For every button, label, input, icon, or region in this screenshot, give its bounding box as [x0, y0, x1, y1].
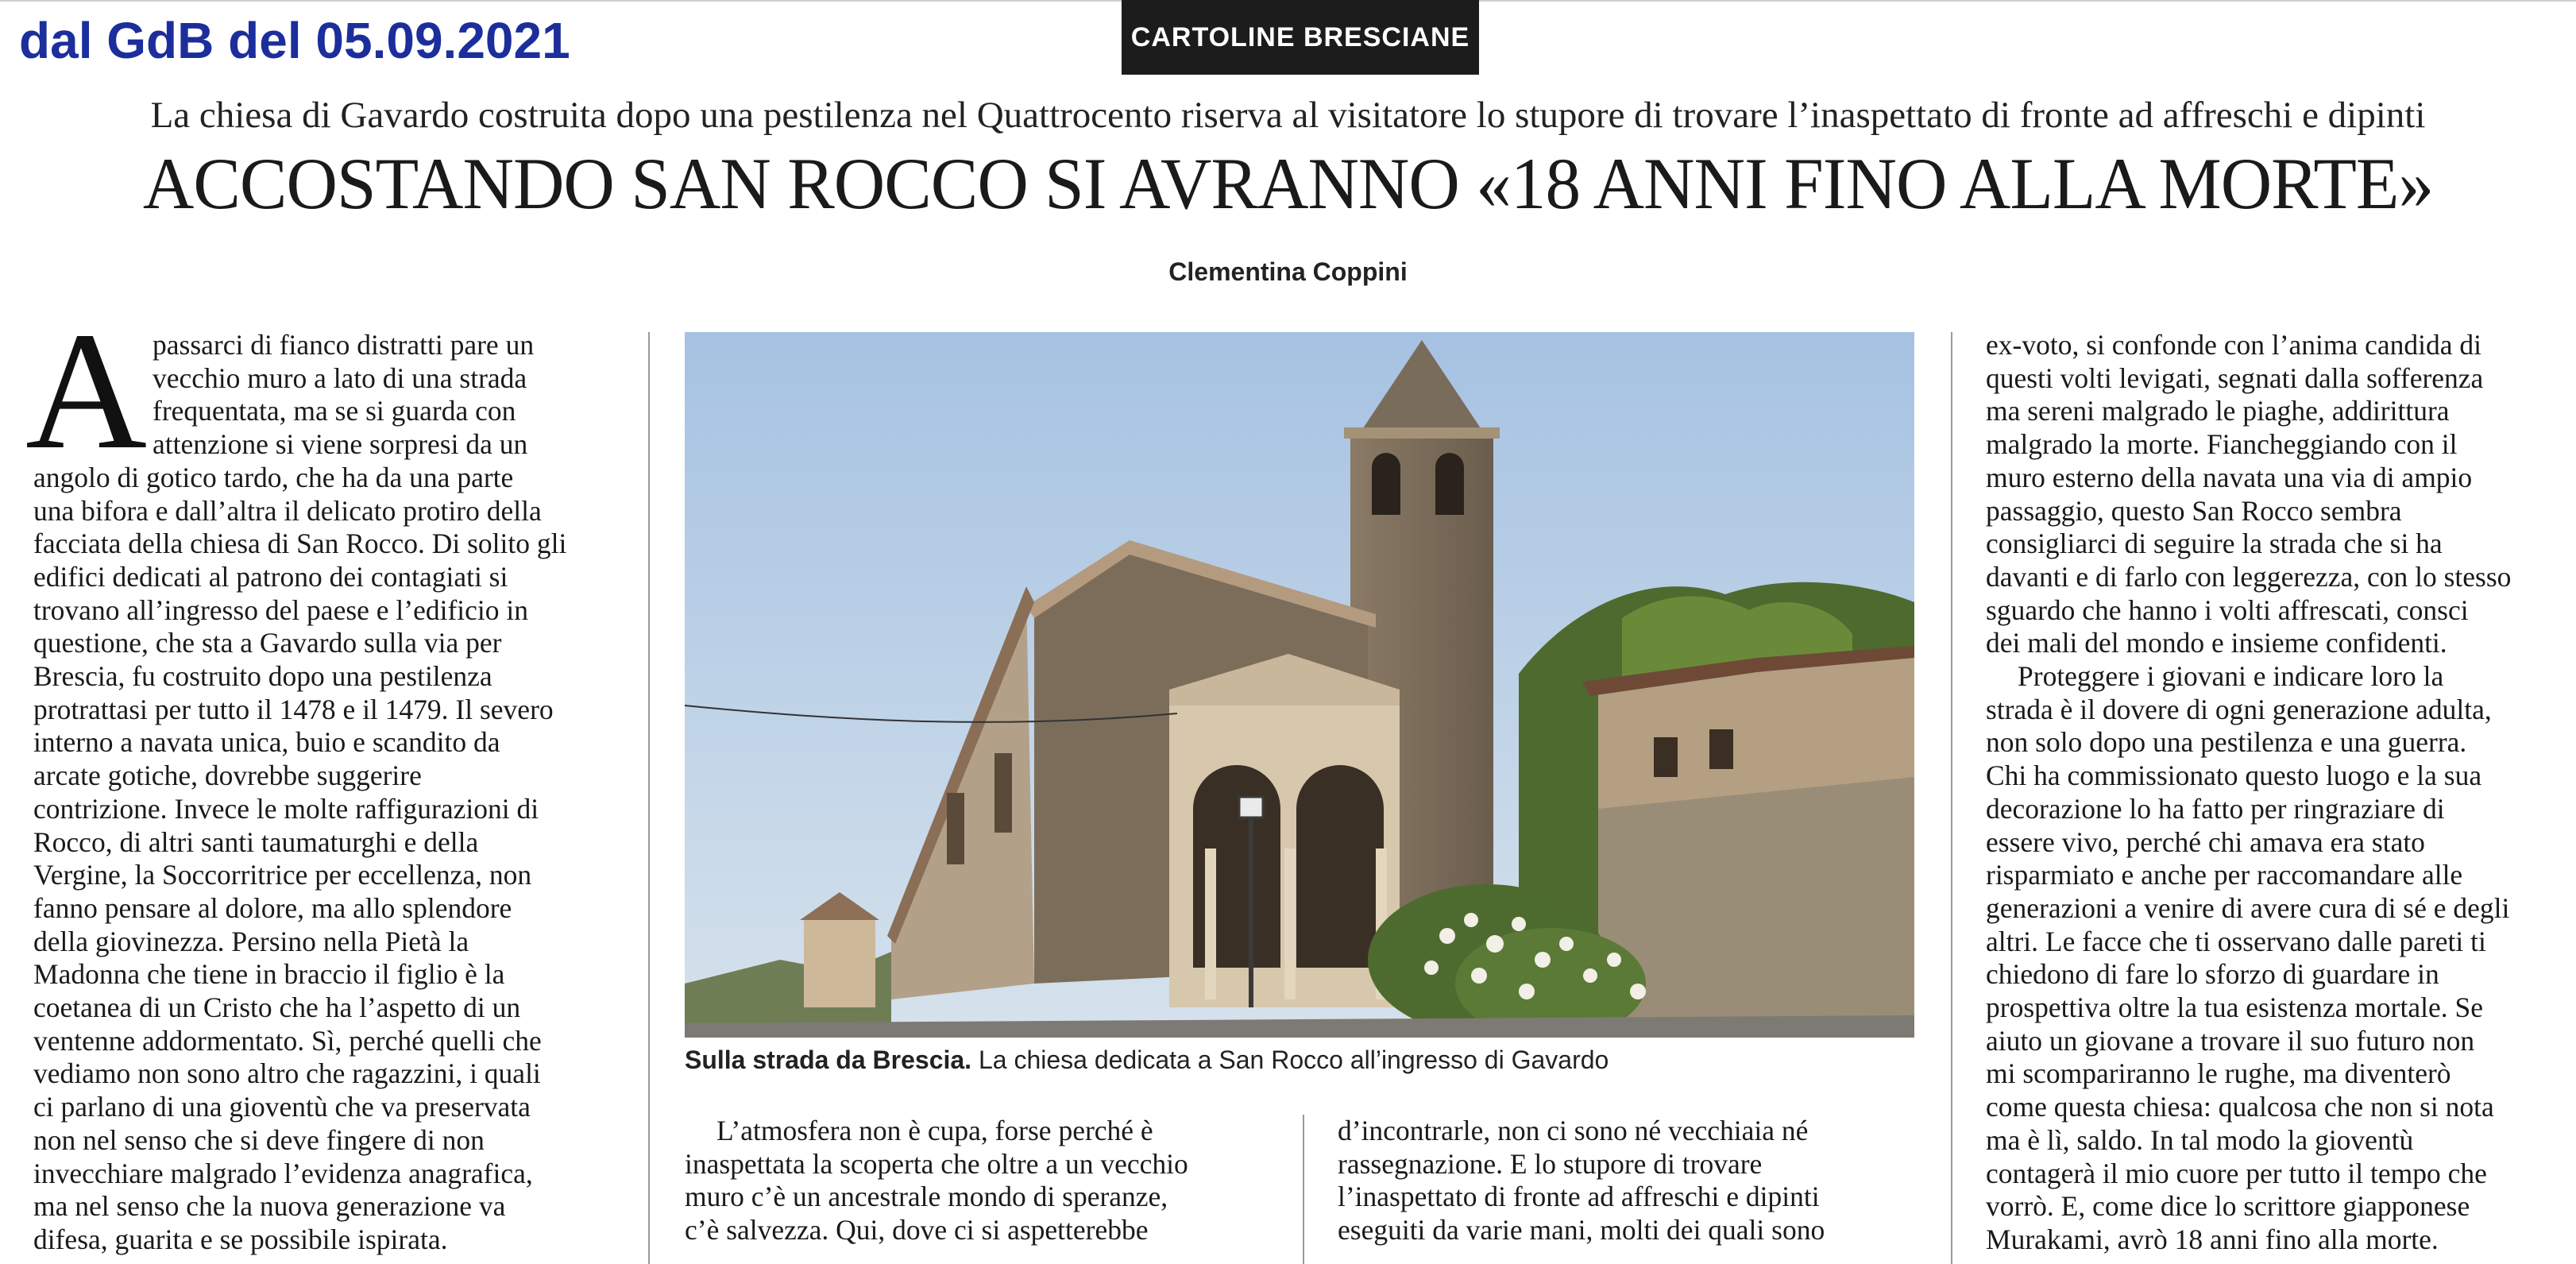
text-line: arcate gotiche, dovrebbe suggerire — [33, 760, 422, 792]
column-divider — [1951, 332, 1952, 1264]
column-divider — [648, 332, 650, 1264]
caption-title: Sulla strada da Brescia. — [685, 1046, 972, 1074]
text-line: altri. Le facce che ti osservano dalle pareti ti — [1986, 925, 2486, 957]
text-line: angolo di gotico tardo, che ha da una parte — [33, 461, 514, 493]
text-line: questi volti levigati, segnati dalla sofferenza — [1986, 361, 2484, 394]
text-line: questione, che sta a Gavardo sulla via per — [33, 627, 502, 659]
text-line: trovano all’ingresso del paese e l’edificio in — [33, 593, 529, 626]
text-line: generazioni a venire di avere cura di sé e degli — [1986, 891, 2510, 924]
text-line: davanti e di farlo con leggerezza, con lo stesso — [1986, 560, 2512, 593]
drop-cap: A — [25, 297, 148, 484]
text-line: vorrò. E, come dice lo scrittore giapponese — [1986, 1190, 2470, 1223]
text-line: ma nel senso che la nuova generazione va — [33, 1190, 506, 1223]
text-line: protrattasi per tutto il 1478 e il 1479. Il severo — [33, 693, 554, 725]
text-line: mi scompariranno le rughe, ma diventerò — [1986, 1057, 2451, 1090]
photo-caption — [685, 1046, 1609, 1075]
text-line: essere vivo, perché chi amava era stato — [1986, 825, 2425, 858]
text-line: Madonna che tiene in braccio il figlio è la — [33, 958, 505, 991]
text-line: facciata della chiesa di San Rocco. Di solito gli — [33, 528, 567, 560]
source-date-label: dal GdB del 05.09.2021 — [19, 12, 570, 69]
article-subtitle: La chiesa di Gavardo costruita dopo una pestilenza nel Quattrocento riserva al visitatore lo stupore di trovare l’inaspettato di fronte ad affreschi e dipinti — [150, 95, 2426, 136]
text-line: ex-voto, si confonde con l’anima candida di — [1986, 329, 2482, 361]
text-line: contrizione. Invece le molte raffigurazioni di — [33, 792, 539, 825]
text-line: sguardo che hanno i volti affrescati, consci — [1986, 593, 2469, 626]
text-line: ma è lì, saldo. In tal modo la gioventù — [1986, 1123, 2414, 1156]
text-line: muro esterno della navata una via di ampio — [1986, 461, 2473, 493]
text-line: difesa, guarita e se possibile ispirata. — [33, 1223, 448, 1255]
text-line: chiedono di fare lo sforzo di guardare in — [1986, 958, 2439, 991]
text-line: rassegnazione. E lo stupore di trovare — [1338, 1147, 1763, 1180]
text-line: eseguiti da varie mani, molti dei quali sono — [1338, 1214, 1825, 1247]
text-line: aiuto un giovane a trovare il suo futuro non — [1986, 1024, 2475, 1057]
text-line: Brescia, fu costruito dopo una pestilenza — [33, 660, 492, 693]
text-line: risparmiato e anche per raccomandare alle — [1986, 859, 2463, 891]
text-line: d’incontrarle, non ci sono né vecchiaia né — [1338, 1115, 1809, 1146]
text-line: non nel senso che si deve fingere di non — [33, 1123, 485, 1156]
text-line: invecchiare malgrado l’evidenza anagrafica, — [33, 1157, 533, 1189]
caption-text: La chiesa dedicata a San Rocco all’ingresso di Gavardo — [971, 1046, 1609, 1074]
text-line: c’è salvezza. Qui, dove ci si aspetterebbe — [685, 1214, 1149, 1247]
text-line: prospettiva oltre la tua esistenza mortale. Se — [1986, 991, 2483, 1024]
text-line: Murakami, avrò 18 anni fino alla morte. — [1986, 1223, 2439, 1255]
text-line: edifici dedicati al patrono dei contagiati si — [33, 560, 508, 593]
text-line: strada è il dovere di ogni generazione adulta, — [1986, 693, 2492, 725]
text-line: ventenne addormentato. Sì, perché quelli che — [33, 1024, 542, 1057]
text-line: interno a navata unica, buio e scandito da — [33, 726, 500, 759]
text-line: l’inaspettato di fronte ad affreschi e dipinti — [1338, 1181, 1820, 1213]
text-line: malgrado la morte. Fiancheggiando con il — [1986, 428, 2458, 461]
text-line: non solo dopo una pestilenza e una guerra. — [1986, 726, 2467, 759]
text-line: vediamo non sono altro che ragazzini, i quali — [33, 1057, 541, 1090]
article-byline: Clementina Coppini — [1168, 257, 1408, 286]
church-photo — [685, 332, 1914, 1038]
text-line: Proteggere i giovani e indicare loro la — [2018, 660, 2444, 693]
text-line: ma sereni malgrado le piaghe, addirittura — [1986, 395, 2450, 427]
text-line: passaggio, questo San Rocco sembra — [1986, 494, 2402, 527]
text-line: della giovinezza. Persino nella Pietà la — [33, 925, 469, 957]
text-line: attenzione si viene sorpresi da un — [153, 428, 528, 461]
column-divider — [1303, 1115, 1304, 1264]
text-line: come questa chiesa: qualcosa che non si nota — [1986, 1091, 2494, 1123]
section-rubric: CARTOLINE BRESCIANE — [1122, 0, 1479, 75]
text-line: L’atmosfera non è cupa, forse perché è — [716, 1115, 1153, 1146]
text-line: consigliarci di seguire la strada che si ha — [1986, 528, 2443, 560]
text-line: passarci di fianco distratti pare un — [153, 329, 535, 361]
text-line: ci parlano di una gioventù che va preservata — [33, 1091, 531, 1123]
text-line: decorazione lo ha fatto per ringraziare di — [1986, 792, 2445, 825]
text-line: fanno pensare al dolore, ma allo splendore — [33, 891, 512, 924]
text-line: inaspettata la scoperta che oltre a un vecchio — [685, 1147, 1188, 1180]
article-column-3 — [1338, 1115, 1925, 1247]
text-line: vecchio muro a lato di una strada — [153, 361, 527, 394]
text-line: muro c’è un ancestrale mondo di speranze, — [685, 1181, 1168, 1213]
text-line: Rocco, di altri santi taumaturghi e della — [33, 825, 479, 858]
article-headline: ACCOSTANDO SAN ROCCO SI AVRANNO «18 ANNI FINO ALLA MORTE» — [142, 143, 2434, 224]
text-line: Chi ha commissionato questo luogo e la sua — [1986, 760, 2482, 792]
text-line: frequentata, ma se si guarda con — [153, 395, 516, 427]
article-column-1 — [33, 329, 613, 1257]
text-line: dei mali del mondo e insieme confidenti. — [1986, 627, 2447, 659]
text-line: contagerà il mio cuore per tutto il tempo che — [1986, 1157, 2487, 1189]
article-column-2 — [685, 1115, 1273, 1247]
text-line: coetanea di un Cristo che ha l’aspetto di un — [33, 991, 521, 1024]
text-line: una bifora e dall’altra il delicato protiro della — [33, 494, 542, 527]
text-line: Vergine, la Soccorritrice per eccellenza, non — [33, 859, 532, 891]
article-column-4 — [1986, 329, 2566, 1257]
